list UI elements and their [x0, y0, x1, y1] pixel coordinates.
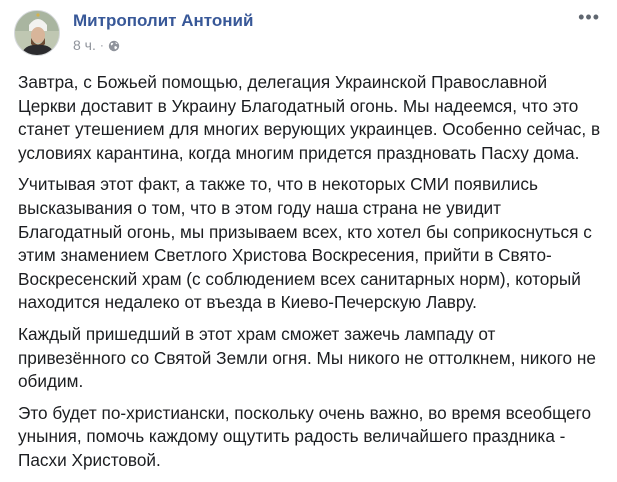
author-name-link[interactable]: Митрополит Антоний [73, 11, 254, 30]
post-paragraph-4: Это будет по-христиански, поскольку очень важно, во время всеобщего уныния, помочь каждому ощутить радость величайшего праздника - Пасхи Христовой. [18, 402, 592, 470]
avatar-image [15, 11, 60, 56]
post-text [18, 71, 603, 481]
post-paragraph-1: Завтра, с Божьей помощью, делегация Украинской Православной Церкви доставит в Украину Благодатный огонь. Мы надеемся, что это станет утешением для многих верующих украинцев. Особенно сейчас, в условиях карантина, когда многим придется праздновать Пасху дома. [18, 72, 601, 163]
post-paragraph-3: Каждый пришедший в этот храм сможет зажечь лампаду от привезённого со Святой Земли огня. Мы никого не оттолкнем, никого не обидим. [18, 323, 596, 392]
post-paragraph-2: Учитывая этот факт, а также то, что в некоторых СМИ появились высказывания о том, что в этом году наша страна не увидит Благодатный огонь, мы призываем всех, кто хотел бы соприкоснуться с этим знамением Светлого Христова Воскресения, прийти в Свято-Воскресенский храм (с соблюдением всех санитарных норм), который находится недалеко от въезда в Киево-Печерскую Лавру. [18, 174, 592, 313]
post-timestamp[interactable]: 8 ч. [73, 37, 96, 53]
post-meta [73, 37, 120, 53]
globe-icon[interactable] [108, 39, 120, 51]
more-options-icon[interactable]: ••• [578, 7, 600, 27]
meta-separator: · [99, 38, 104, 52]
post-header [14, 8, 604, 62]
author-avatar[interactable] [14, 10, 60, 56]
